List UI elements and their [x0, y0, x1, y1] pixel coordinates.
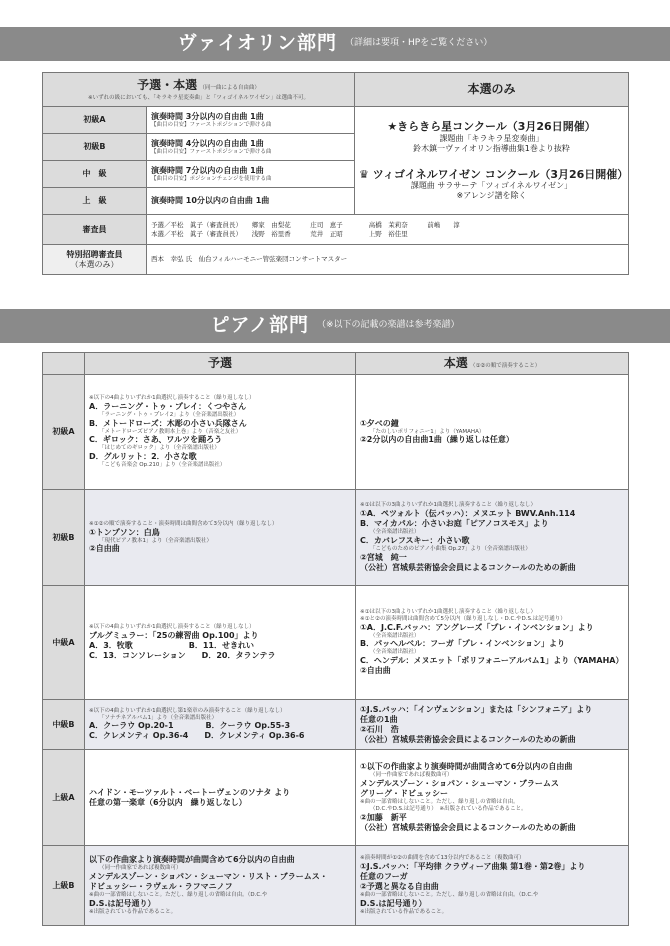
piano-prelim-line: 「現代ピアノ教本1」より（全音楽譜出版社）	[99, 537, 213, 544]
piano-final-line: ②石川 浩	[360, 724, 399, 734]
piano-prelim-line: 「メトードローズピアノ教則本上巻」より（音楽之友社）	[99, 428, 242, 435]
piano-prelim-line: 「こども音楽会 Op.210」より（全音楽譜出版社）	[99, 462, 226, 469]
piano-level-row	[43, 490, 629, 586]
piano-final-line: ※演奏時間が①②の曲間を含めて13分以内であること（複数曲可）	[360, 855, 525, 862]
violin-section-banner	[0, 27, 670, 61]
piano-final-line: C．ヘンデル：メヌエット「ポリフォニーアルバム1」より（YAMAHA）	[360, 656, 624, 666]
piano-final-line: ※①は以下の3曲よりいずれか1曲選択し演奏すること（繰り返しなし）	[360, 502, 537, 509]
piano-prelim-cell	[85, 700, 356, 750]
violin-level-name: 初級A	[43, 107, 147, 134]
piano-final-line: 「たのしいポリフォニー1」より（YAMAHA）	[370, 428, 485, 435]
piano-final-line: （公社）宮城県芸術協会会員によるコンクールのための新曲	[360, 734, 576, 744]
piano-final-line: 任意の1曲	[360, 714, 398, 724]
piano-final-line: D.S.は記号通り）	[360, 898, 427, 908]
violin-level-name: 初級B	[43, 134, 147, 161]
violin-judges-value	[147, 215, 629, 245]
piano-header-row	[43, 353, 629, 375]
piano-prelim-line: 任意の第一楽章（6分以内 繰り返しなし）	[89, 797, 247, 807]
piano-final-line: グリーグ・ドビュッシー	[360, 789, 448, 799]
zigeu-note: ※アレンジ譜を除く	[456, 191, 527, 201]
piano-prelim-line: ※出版されている作品であること。	[89, 908, 177, 915]
zigeu-piece: 課題曲 サラサーテ「ツィゴイネルワイゼン」	[410, 181, 573, 191]
piano-level-name: 上級A	[43, 750, 85, 846]
piano-prelim-line: ※以下の4曲よりいずれか1曲選択し第1楽章のみ演奏すること（繰り返しなし）	[89, 707, 286, 714]
piano-final-cell	[356, 586, 629, 700]
piano-prelim-line: ハイドン・モーツァルト・ベートーヴェンのソナタ より	[89, 787, 291, 797]
piano-prelim-line: C．13．コンソレーション D．20．タランテラ	[89, 650, 276, 660]
piano-prelim-line: A．3．牧歌 B．11．せきれい	[89, 640, 254, 650]
violin-level-desc	[147, 107, 355, 134]
piano-prelim-line: ①トンプソン：白鳥	[89, 527, 160, 537]
piano-table	[42, 352, 629, 926]
piano-section-title: ピアノ部門	[210, 314, 309, 337]
piano-prelim-cell	[85, 375, 356, 490]
piano-final-line: ①以下の作曲家より演奏時間が曲間含めて6分以内の自由曲	[360, 762, 573, 772]
violin-prelim-header-sub: （同一曲による自由曲）	[199, 84, 260, 91]
kira-title: ★きらきら星コンクール（3月26日開催）	[387, 119, 596, 133]
piano-prelim-header: 予選	[85, 353, 356, 375]
piano-final-line: ②自由曲	[360, 666, 391, 676]
piano-rows	[43, 375, 629, 926]
piano-prelim-cell	[85, 490, 356, 586]
piano-level-name: 中級A	[43, 586, 85, 700]
piano-final-cell	[356, 846, 629, 926]
piano-prelim-cell	[85, 750, 356, 846]
violin-special-label	[43, 245, 147, 275]
violin-judges-label: 審査員	[43, 215, 147, 245]
piano-final-header-sub: （①②の順で演奏すること）	[469, 363, 541, 369]
piano-prelim-line: 以下の作曲家より演奏時間が曲間含めて6分以内の自由曲	[89, 855, 295, 865]
piano-final-line: ①J.S.バッハ：「平均律 クラヴィーア曲集 第1巻・第2巻」より	[360, 862, 586, 872]
piano-final-line: C．カバレフスキー：小さい歌	[360, 535, 470, 545]
violin-level-line2: 【曲目の目安】ファーストポジションで弾ける曲	[151, 121, 272, 128]
piano-prelim-line: ※曲の一部省略はしないこと。ただし、繰り返しの省略は自由。（D.C.や	[89, 892, 268, 899]
violin-section-title: ヴァイオリン部門	[177, 32, 338, 55]
piano-final-cell	[356, 375, 629, 490]
piano-final-header	[356, 353, 629, 375]
piano-prelim-line: B．メトードローズ：木彫の小さい兵隊さん	[89, 418, 247, 428]
piano-prelim-cell	[85, 586, 356, 700]
piano-prelim-line: C．クレメンティ Op.36-4 D．クレメンティ Op.36-6	[89, 731, 305, 741]
violin-final-header: 本選のみ	[355, 73, 629, 107]
violin-level-line2: 【曲目の目安】ポジションチェンジを使用する曲	[151, 175, 272, 182]
piano-final-line: ※曲の一部省略はしないこと。ただし、繰り返しの省略は自由。	[360, 799, 519, 806]
violin-special-value: 西本 幸弘 氏 仙台フィルハーモニー管弦楽団コンサートマスター	[147, 245, 629, 275]
piano-final-line: 「こどものためのピアノ小曲集 Op.27」より（全音楽譜出版社）	[370, 545, 531, 552]
piano-final-line: ※①は以下の3曲よりいずれか1曲選択し演奏すること（繰り返しなし）	[360, 608, 537, 615]
piano-final-line: 任意のフーガ	[360, 872, 408, 882]
piano-final-line: ①A．J.C.F.バッハ：アングレーズ「プレ・インベンション」より	[360, 622, 594, 632]
piano-final-cell	[356, 490, 629, 586]
kira-source: 鈴木鎮一ヴァイオリン指導曲集1巻より抜粋	[413, 143, 570, 153]
violin-level-line1: 演奏時間 7分以内の自由曲 1曲	[151, 165, 264, 175]
piano-final-cell	[356, 700, 629, 750]
kira-piece: 課題曲「キラキラ星変奏曲」	[439, 133, 544, 143]
piano-final-line: （同一作曲家であれば複数曲可）	[370, 772, 453, 779]
piano-level-name: 初級B	[43, 490, 85, 586]
piano-prelim-line: 「はじめてのギロック」より（全音楽譜出版社）	[99, 445, 220, 452]
piano-level-name: 中級B	[43, 700, 85, 750]
violin-judges-row	[43, 215, 629, 245]
violin-section-note: （詳細は要項・HPをご覧ください）	[345, 38, 493, 49]
piano-final-line: ①夕べの鐘	[360, 418, 399, 428]
piano-prelim-line: A．ラーニング・トゥ・プレイ：くつやさん	[89, 401, 247, 411]
zigeu-title: ♛ ツィゴイネルワイゼン コンクール（3月26日開催）	[359, 167, 629, 181]
piano-final-line: （D.C.やD.S.は記号通り） ※出版されている作品であること。	[370, 805, 527, 812]
violin-level-desc	[147, 188, 355, 215]
piano-section-note: （※以下の記載の楽譜は参考楽譜）	[316, 320, 460, 331]
piano-section-banner	[0, 309, 670, 343]
piano-level-name: 上級B	[43, 846, 85, 926]
piano-level-row	[43, 846, 629, 926]
piano-final-line: ②2分以内の自由曲1曲（繰り返しは任意）	[360, 435, 514, 445]
violin-level-line1: 演奏時間 10分以内の自由曲 1曲	[151, 196, 270, 205]
piano-final-line: ※①と②の演奏時間は曲間含めて5分以内（繰り返しなし・D.C.やD.S.は記号通り）	[360, 615, 566, 622]
violin-special-row	[43, 245, 629, 275]
piano-final-line: （全音楽譜出版社）	[370, 632, 420, 639]
violin-table	[42, 72, 629, 275]
piano-prelim-line: ※①②の順で演奏すること・演奏時間は曲間含めて3分以内（繰り返しなし）	[89, 520, 278, 527]
violin-header-row	[43, 73, 629, 107]
violin-judges-line2: 本選／平松 眞子（審査員長） 浅野 裕里香 荒井 正昭 上野 裕佳里	[151, 229, 408, 238]
piano-prelim-line: C．ギロック：さあ、ワルツを踊ろう	[89, 435, 223, 445]
violin-special-label-line1: 特別招聘審査員	[66, 249, 123, 259]
violin-level-desc	[147, 161, 355, 188]
piano-prelim-line: 「ラーニング・トゥ・プレイ2」より（全音楽譜出版社）	[99, 411, 240, 418]
piano-final-line: （公社）宮城県芸術協会会員によるコンクールのための新曲	[360, 822, 576, 832]
piano-final-header-label: 本選	[443, 356, 468, 370]
violin-special-label-line2: （本選のみ）	[70, 259, 119, 269]
piano-prelim-line: （同一作曲家であれば複数曲可）	[99, 865, 182, 872]
violin-level-line2: 【曲目の目安】ファーストポジションで弾ける曲	[151, 148, 272, 155]
piano-final-line: （公社）宮城県芸術協会会員によるコンクールのための新曲	[360, 562, 576, 572]
piano-final-line: メンデルスゾーン・ショパン・シューマン・ブラームス	[360, 779, 559, 789]
piano-final-line: B．パッヘルベル：フーガ「プレ・インベンション」より	[360, 639, 566, 649]
piano-final-line: ※出版されている作品であること。	[360, 908, 448, 915]
piano-level-name: 初級A	[43, 375, 85, 490]
piano-final-line: （全音楽譜出版社）	[370, 649, 420, 656]
violin-prelim-header-label: 予選・本選	[137, 77, 198, 92]
piano-prelim-line: ※以下の4曲よりいずれか1曲選択し演奏すること（繰り返しなし）	[89, 624, 255, 631]
piano-prelim-line: A．クーラウ Op.20-1 B．クーラウ Op.55-3	[89, 721, 291, 731]
piano-prelim-line: 「ソナチネアルバム1」より（全音楽譜出版社）	[99, 714, 218, 721]
piano-prelim-line: D．グルリット：2．小さな歌	[89, 452, 197, 462]
violin-judges-line1: 予選／平松 眞子（審査員長） 郷家 由梨花 庄司 恵子 高橋 茉莉奈 前嶋 淳	[151, 221, 460, 230]
piano-final-line: ②加藤 新平	[360, 812, 407, 822]
violin-prelim-note: ※いずれの級においても、「キラキラ星変奏曲」と「ツィゴイネルワイゼン」は選曲不可。	[88, 94, 309, 101]
piano-final-line: B．マイカパル：小さいお庭「ピアノコスモス」より	[360, 519, 549, 529]
piano-final-line: ②予選と異なる自由曲	[360, 882, 439, 892]
piano-header-blank	[43, 353, 85, 375]
piano-final-cell	[356, 750, 629, 846]
piano-prelim-line: ※以下の4曲よりいずれか1曲選択し演奏すること（繰り返しなし）	[89, 394, 255, 401]
piano-level-row	[43, 375, 629, 490]
violin-final-cell	[355, 107, 629, 215]
piano-prelim-line: D.S.は記号通り）	[89, 898, 156, 908]
violin-level-name: 上 級	[43, 188, 147, 215]
violin-level-desc	[147, 134, 355, 161]
violin-prelim-header	[43, 73, 355, 107]
piano-final-line: ①J.S.バッハ：「インヴェンション」または「シンフォニア」より	[360, 704, 593, 714]
piano-prelim-line: ドビュッシー・ラヴェル・ラフマニノフ	[89, 882, 233, 892]
violin-level-line1: 演奏時間 4分以内の自由曲 1曲	[151, 138, 264, 148]
piano-final-line: ②宮城 純一	[360, 552, 407, 562]
piano-level-row	[43, 750, 629, 846]
piano-prelim-cell	[85, 846, 356, 926]
piano-level-row	[43, 700, 629, 750]
piano-prelim-line: ②自由曲	[89, 544, 120, 554]
violin-level-name: 中 級	[43, 161, 147, 188]
violin-level-row	[43, 107, 629, 134]
piano-final-line: ※曲の一部省略はしないこと。ただし、繰り返しの省略は自由。（D.C.や	[360, 892, 539, 899]
piano-final-line: ①A．ペツォルト（伝バッハ）：メヌエット BWV.Anh.114	[360, 509, 576, 519]
piano-prelim-line: ブルグミュラー：「25の練習曲 Op.100」より	[89, 630, 259, 640]
violin-level-line1: 演奏時間 3分以内の自由曲 1曲	[151, 111, 264, 121]
piano-final-line: （全音楽譜出版社）	[370, 529, 420, 536]
piano-prelim-line: メンデルスゾーン・ショパン・シューマン・リスト・ブラームス・	[89, 872, 328, 882]
piano-level-row	[43, 586, 629, 700]
